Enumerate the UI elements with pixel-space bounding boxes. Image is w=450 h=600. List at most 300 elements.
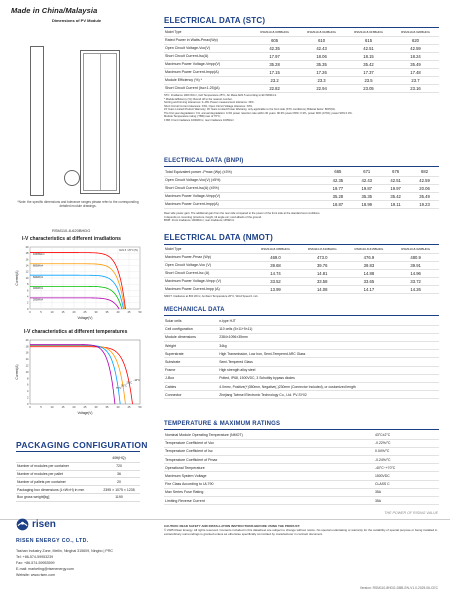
row-value: 36 (98, 470, 140, 478)
x-tick-label: 5 (40, 406, 42, 409)
table-row (164, 383, 439, 391)
mechanical-table (164, 317, 439, 399)
row-value: 23.16 (392, 84, 439, 92)
row-value: 13.99 (252, 285, 299, 293)
row-value: 23.3 (298, 76, 345, 84)
x-tick-label: 35 (105, 406, 109, 409)
row-value: 18.15 (345, 52, 392, 60)
module-detail-circle (64, 170, 80, 186)
row-value: 19.87 (352, 184, 381, 192)
row-label: Weight (164, 342, 216, 350)
module-drawing (24, 24, 134, 196)
row-value: 1500VDC (369, 472, 439, 480)
table-row (164, 261, 439, 269)
header-cell (16, 455, 98, 462)
y-axis-label: Current(A) (15, 270, 19, 286)
y-tick-label: 2 (27, 301, 29, 305)
row-value: 33.52 (252, 277, 299, 285)
row-value: 42.43 (298, 44, 345, 52)
row-value: 35.49 (410, 192, 439, 200)
caution-heading: CAUTION: READ SAFETY AND INSTALLATION INSTRUCTIONS BEFORE USING THE PRODUCT. (164, 524, 301, 528)
mechanical-divider (164, 315, 439, 316)
note-line: The first year degradation: 1%, annual degradation: 0.3% power retention rate within 30 years: 90.3% power 80%: 0.3%, power 90% (0.5%); power 90% 0.3%. (164, 111, 353, 115)
stc-divider (164, 27, 439, 28)
row-value: 20.06 (410, 184, 439, 192)
y-tick-label: 6 (27, 383, 29, 387)
table-row (164, 342, 439, 350)
row-label: Maximum Power-Pmax (Wp) (164, 253, 252, 261)
row-value: 35.35 (298, 60, 345, 68)
row-label: Nominal Module Operating Temperature (NMOT) (164, 431, 369, 439)
x-tick-label: 20 (72, 406, 76, 409)
row-label: Short Circuit Current-Isc (A) (164, 269, 252, 277)
stc-title: ELECTRICAL DATA (STC) (164, 16, 266, 25)
row-label: Temperature Coefficient of Isc (164, 447, 369, 455)
row-value: 14.17 (346, 285, 393, 293)
x-tick-label: 50 (138, 406, 142, 409)
table-row (164, 366, 439, 374)
packaging-divider (16, 451, 140, 452)
row-value: 35.42 (381, 192, 410, 200)
iv-chart-model: RSM110-8-620BHDG (52, 228, 91, 233)
row-value: 39.83 (346, 261, 393, 269)
row-label: Maximum Power Current-Impp(A) (164, 200, 323, 208)
row-label: Frame (164, 366, 216, 374)
row-value: -0.22%/°C (369, 439, 439, 447)
row-label: Maximum System Voltage (164, 472, 369, 480)
bnpi-divider (164, 166, 439, 167)
x-tick-label: 15 (61, 406, 65, 409)
header-model: RSM110-8-605BHDG (252, 246, 299, 253)
made-in-label: Made in China/Malaysia (11, 6, 98, 15)
row-label: Fire Class According to UL790 (164, 480, 369, 488)
x-tick-label: 10 (50, 311, 54, 314)
table-row (164, 176, 439, 184)
series-label: 25°C (126, 381, 133, 385)
row-value: 33.65 (346, 277, 393, 285)
bnpi-table (164, 168, 439, 209)
risen-logo-icon (16, 518, 29, 531)
y-tick-label: 20 (25, 338, 29, 342)
table-header-row (164, 29, 439, 36)
table-row (164, 84, 439, 92)
row-value: 14.74 (252, 269, 299, 277)
y-tick-label: 12 (25, 270, 29, 274)
row-label: Number of pallets per container (16, 478, 98, 486)
header-cell: 40ft(HQ) (98, 455, 140, 462)
table-row (164, 488, 439, 496)
row-value: Zhejiang Twinsel Electronic Technology Co., Ltd. PV-SY02 (216, 391, 439, 399)
row-label: Superstrate (164, 350, 216, 358)
module-front-view (80, 50, 120, 194)
series-label: -10°C (133, 379, 140, 383)
row-value: 35A (369, 497, 439, 505)
row-value: 676 (381, 168, 410, 176)
y-tick-label: 4 (27, 390, 29, 394)
row-label: J-Box (164, 374, 216, 382)
table-row (164, 184, 439, 192)
series-label: 1000W/m² (33, 253, 45, 257)
header-model: RSM110-8-615BHDG (346, 246, 393, 253)
y-tick-label: 16 (25, 351, 29, 355)
x-tick-label: 40 (116, 406, 120, 409)
company-name: RISEN ENERGY CO., LTD. (16, 538, 89, 544)
row-label: Operational Temperature (164, 464, 369, 472)
tagline: THE POWER OF RISING VALUE (384, 511, 438, 515)
table-row (164, 36, 439, 44)
y-tick-label: 18 (25, 345, 29, 349)
table-row (16, 470, 140, 478)
table-row (164, 253, 439, 261)
x-tick-label: 20 (72, 311, 76, 314)
table-row (164, 277, 439, 285)
x-tick-label: 25 (83, 406, 87, 409)
dimensions-note: *Note: the specific dimensions and tolerance ranges please refer to the corresponding detailed module drawings. (17, 200, 139, 209)
row-value: 17.97 (251, 52, 298, 60)
table-row (164, 497, 439, 505)
row-value: 18.24 (392, 52, 439, 60)
risen-logo (16, 518, 56, 531)
row-value: 35.49 (392, 60, 439, 68)
row-value: -40°C~+70°C (369, 464, 439, 472)
row-value: 14.81 (299, 269, 346, 277)
table-row (16, 486, 140, 494)
chart-annotation: AM1.5 / 25°C(Tc) (118, 249, 138, 252)
table-row (164, 192, 439, 200)
row-value: 23.05 (345, 84, 392, 92)
note-line: Short Circuit Current tolerance: ±3%, Open Circuit Voltage tolerance: ±3%. (164, 104, 253, 108)
address-line: Tel: +86-574-59953239 (16, 555, 54, 560)
table-row (164, 52, 439, 60)
table-row (164, 350, 439, 358)
row-label: Short Circuit Current-Isc(A) (±5%) (164, 184, 323, 192)
row-value: 42.35 (251, 44, 298, 52)
series-label: 400W/m² (33, 286, 44, 290)
table-row (164, 456, 439, 464)
risen-logo-text: risen (32, 519, 56, 530)
row-value: 22.94 (298, 84, 345, 92)
row-value: Potted, IP68, 1500VDC, 3 Schottky bypass diodes (216, 374, 439, 382)
packaging-title: PACKAGING CONFIGURATION (16, 440, 148, 450)
table-row (164, 200, 439, 208)
iv-irradiation-title: I-V characteristics at different irradiations (22, 236, 121, 242)
row-label: Substrate (164, 358, 216, 366)
x-tick-label: 45 (127, 311, 131, 314)
row-label: Temperature Coefficient of Voc (164, 439, 369, 447)
note-line: NMOT: Irradiance at 800 W/m², Ambient Temperature 20°C, Wind Speed 1 m/s. (164, 295, 259, 298)
row-value: 35.28 (251, 60, 298, 68)
table-row (164, 431, 439, 439)
row-value: 42.59 (410, 176, 439, 184)
row-label: Module Efficiency (%) * (164, 76, 251, 84)
nmot-title: ELECTRICAL DATA (NMOT) (164, 233, 273, 242)
y-tick-label: 18 (25, 252, 29, 256)
row-value: 19.77 (323, 184, 352, 192)
table-row (164, 76, 439, 84)
stc-notes (164, 94, 439, 123)
x-tick-label: 35 (105, 311, 109, 314)
table-row (164, 168, 439, 176)
y-tick-label: 12 (25, 364, 29, 368)
y-tick-label: 8 (27, 283, 29, 287)
row-value: 42.35 (323, 176, 352, 184)
module-side-view (30, 46, 44, 196)
table-row (164, 269, 439, 277)
address-line: Tashan Industry Zone, Meilin, Ninghai 315609, Ningbo | PRC (16, 549, 114, 553)
table-row (164, 374, 439, 382)
x-axis-label: Voltage(V) (77, 411, 93, 415)
row-label: Short Circuit Current (Isc×1.25)(A) (164, 84, 251, 92)
row-value: 39.76 (299, 261, 346, 269)
table-row (164, 44, 439, 52)
row-value: 19.23 (410, 200, 439, 208)
row-label: Open Circuit Voltage-Voc (V) (164, 261, 252, 269)
nmot-divider (164, 244, 439, 245)
row-value: 18.06 (298, 52, 345, 60)
note-line: * Module Efficiency (%): Round off to the nearest number. (164, 97, 233, 101)
row-label: Maximum Power Current-Impp (A) (164, 285, 252, 293)
row-label: Module dimensions (164, 333, 216, 341)
row-value: 19.11 (381, 200, 410, 208)
row-value: 480.9 (392, 253, 439, 261)
plot-area (30, 340, 140, 404)
table-header-row (16, 455, 140, 462)
table-row (164, 325, 439, 333)
table-row (16, 493, 140, 501)
row-value: 17.26 (298, 68, 345, 76)
version-label: Version: RSM110-8HDG-DBB-EN-V1.0-2025.06-CEC (359, 586, 438, 590)
y-tick-label: 16 (25, 258, 29, 262)
dimensions-title: Dimensions of PV Module (52, 18, 102, 23)
row-value: 42.43 (352, 176, 381, 184)
bnpi-title: ELECTRICAL DATA (BNPI) (164, 158, 244, 164)
row-value: 23.7 (392, 76, 439, 84)
row-value: 682 (410, 168, 439, 176)
row-label: Maximum Power Current-Impp(A) (164, 68, 251, 76)
note-line: STC: Irradiance 1000 W/m², Cell Temperature 25°C, Air Mass AM1.5 according to EN 60904-3. (164, 94, 277, 97)
row-value: 42.51 (381, 176, 410, 184)
table-row (164, 391, 439, 399)
row-value: 2384×1096×35mm (216, 333, 439, 341)
row-value: 17.15 (251, 68, 298, 76)
row-label: Box gross weight[kg] (16, 493, 98, 501)
mechanical-title: MECHANICAL DATA (164, 307, 225, 313)
x-tick-label: 40 (116, 311, 120, 314)
y-tick-label: 14 (25, 264, 29, 268)
x-tick-label: 0 (29, 406, 31, 409)
row-value: High strength alloy steel (216, 366, 439, 374)
temperature-title: TEMPERATURE & MAXIMUM RATINGS (164, 421, 281, 427)
table-row (164, 285, 439, 293)
y-tick-label: 0 (27, 307, 29, 311)
row-value: 110 cells (5×11+5×11) (216, 325, 439, 333)
row-value: 17.48 (392, 68, 439, 76)
note-line: 15 Years Limited Product Warranty; 30 Years Limited Power Warranty, only applicable to the front side (STC conditions); Bifacial factor: 80±5(%). (164, 108, 336, 112)
row-value: 22.82 (251, 84, 298, 92)
row-value: n-type HJT (216, 317, 439, 325)
iv-temperature-title: I-V characteristics at different temperatures (24, 329, 128, 335)
row-label: Connector (164, 391, 216, 399)
row-value: 35A (369, 488, 439, 496)
series-label: 600W/m² (33, 275, 44, 279)
x-tick-label: 0 (29, 311, 31, 314)
y-tick-label: 14 (25, 358, 29, 362)
row-value: 720 (98, 462, 140, 470)
header-model: RSM110-8-615BHDG (345, 29, 392, 36)
packaging-table (16, 455, 140, 502)
table-row (164, 68, 439, 76)
row-value: 610 (298, 36, 345, 44)
table-row (164, 317, 439, 325)
row-value: 1190 (98, 493, 140, 501)
row-value: 14.88 (346, 269, 393, 277)
series-label: 800W/m² (33, 264, 44, 268)
table-row (16, 478, 140, 486)
row-value: 33.58 (299, 277, 346, 285)
row-value: Semi-Tempered Glass (216, 358, 439, 366)
row-label: Number of modules per pallet (16, 470, 98, 478)
row-value: 615 (345, 36, 392, 44)
y-tick-label: 0 (27, 402, 29, 406)
address-line: E-mail: marketing@risenenergy.com (16, 567, 74, 572)
row-value: 2395 × 1075 × 1235 (98, 486, 140, 494)
x-tick-label: 45 (127, 406, 131, 409)
row-value: 39.68 (252, 261, 299, 269)
address-line: Website: www.risen.com (16, 573, 56, 578)
row-label: Cables (164, 383, 216, 391)
note-line: BNPI: Front irradiance 1000W/m², rear irradiance 135W/m² (164, 219, 235, 223)
iv-temperature-chart (14, 336, 144, 416)
table-row (164, 447, 439, 455)
row-value: 23.5 (345, 76, 392, 84)
x-tick-label: 25 (83, 311, 87, 314)
row-value: 476.9 (346, 253, 393, 261)
y-tick-label: 10 (25, 370, 29, 374)
row-value: 34kg (216, 342, 439, 350)
row-value: 35.35 (352, 192, 381, 200)
nmot-table (164, 246, 439, 294)
row-value: High Transmission, Low Iron, Semi-Tempered ARC Glass (216, 350, 439, 358)
temperature-divider (164, 429, 439, 430)
bnpi-notes (164, 212, 439, 223)
header-model: RSM110-8-610BHDG (299, 246, 346, 253)
stc-table (164, 29, 439, 93)
row-value: CLASS C (369, 480, 439, 488)
note-line: ± Bifi: Front irradiance 1000W/m², rear irradiance 100W/m² (164, 118, 234, 122)
row-value: 43°C±2°C (369, 431, 439, 439)
row-label: Maximum Power Voltage-Vmpp(V) (164, 60, 251, 68)
row-label: Maximum Power Voltage-Vmpp(V) (164, 192, 323, 200)
table-row (164, 358, 439, 366)
row-value: 0.04%/°C (369, 447, 439, 455)
x-tick-label: 30 (94, 406, 98, 409)
row-label: Number of modules per container (16, 462, 98, 470)
row-value: 35.42 (345, 60, 392, 68)
table-row (16, 462, 140, 470)
y-tick-label: 8 (27, 377, 29, 381)
header-label: Model Type (164, 246, 252, 253)
header-model: RSM110-8-620BHDG (392, 29, 439, 36)
row-value: 39.91 (392, 261, 439, 269)
table-row (164, 333, 439, 341)
header-model: RSM110-8-605BHDG (251, 29, 298, 36)
y-axis-label: Current(A) (15, 364, 19, 380)
note-line: Module Temperature rating: [TBD] max of 70°C; (164, 115, 221, 119)
row-value: 14.08 (299, 285, 346, 293)
row-label: Solar cells (164, 317, 216, 325)
row-value: 469.0 (252, 253, 299, 261)
table-row (164, 480, 439, 488)
x-tick-label: 30 (94, 311, 98, 314)
y-tick-label: 10 (25, 276, 29, 280)
row-value: 18.99 (352, 200, 381, 208)
iv-irradiation-chart (14, 243, 144, 321)
row-value: 19.97 (381, 184, 410, 192)
row-label: Cell configuration (164, 325, 216, 333)
x-tick-label: 15 (61, 311, 65, 314)
y-tick-label: 2 (27, 396, 29, 400)
row-label: Temperature Coefficient of Pmax (164, 456, 369, 464)
note-line: Rear side power gain: The additional gain from the rear side compared to the power of the front side at the standard test conditions. (164, 212, 321, 215)
y-tick-label: 6 (27, 289, 29, 293)
row-value: 671 (352, 168, 381, 176)
row-value: 665 (323, 168, 352, 176)
row-label: Open Circuit Voltage-Voc(V) (164, 44, 251, 52)
row-label: Total Equivalent power -Pmax (Wp) (±3%) (164, 168, 323, 176)
x-tick-label: 5 (40, 311, 42, 314)
series-label: 75°C (115, 387, 122, 391)
row-label: Limiting Reverse Current (164, 497, 369, 505)
row-value: 20 (98, 478, 140, 486)
address-line: Fax: +86-574-59953599 (16, 561, 55, 566)
row-value: 35.28 (323, 192, 352, 200)
series-label: 200W/m² (33, 298, 44, 302)
row-value: 42.59 (392, 44, 439, 52)
row-value: 17.37 (345, 68, 392, 76)
temperature-table (164, 431, 439, 505)
x-axis-label: Voltage(V) (77, 316, 93, 320)
nmot-notes (164, 295, 439, 299)
row-label: Open Circuit Voltage-Voc(V) (±5%) (164, 176, 323, 184)
x-tick-label: 50 (138, 311, 142, 314)
note-line: It depends on mounting (structure, height, tilt angle etc.) and albedo of the ground. (164, 215, 262, 219)
caution-block (164, 524, 439, 536)
row-label: Max Series Fuse Rating (164, 488, 369, 496)
row-value: 14.96 (392, 269, 439, 277)
row-value: 605 (251, 36, 298, 44)
row-label: Packaging box dimensions (L×W×H) in mm (16, 486, 98, 494)
row-label: Maximum Power Voltage-Vmpp (V) (164, 277, 252, 285)
table-header-row (164, 246, 439, 253)
row-value: 620 (392, 36, 439, 44)
header-model: RSM110-8-610BHDG (298, 29, 345, 36)
row-value: 33.72 (392, 277, 439, 285)
row-value: 42.51 (345, 44, 392, 52)
header-model: RSM110-8-620BHDG (392, 246, 439, 253)
table-row (164, 60, 439, 68)
caution-text: © 2025 Risen Energy. All rights reserved. Contents included in this datasheet are subject to change without notice. No special undertaking or warranty for the suitability of special purpose or being installed in extraordinary surroundings is granted unless as otherwise specifically committed by manufacturer in contract document. (164, 528, 438, 537)
row-value: -0.24%/°C (369, 456, 439, 464)
y-tick-label: 20 (25, 245, 29, 249)
series-label: 50°C (121, 384, 127, 388)
row-label: Short Circuit Current-Isc(A) (164, 52, 251, 60)
row-label: Rated Power in Watts-Pmax(Wp) (164, 36, 251, 44)
table-row (164, 464, 439, 472)
y-tick-label: 4 (27, 295, 29, 299)
row-value: 473.0 (299, 253, 346, 261)
header-label: Model Type (164, 29, 251, 36)
company-address (16, 548, 113, 579)
